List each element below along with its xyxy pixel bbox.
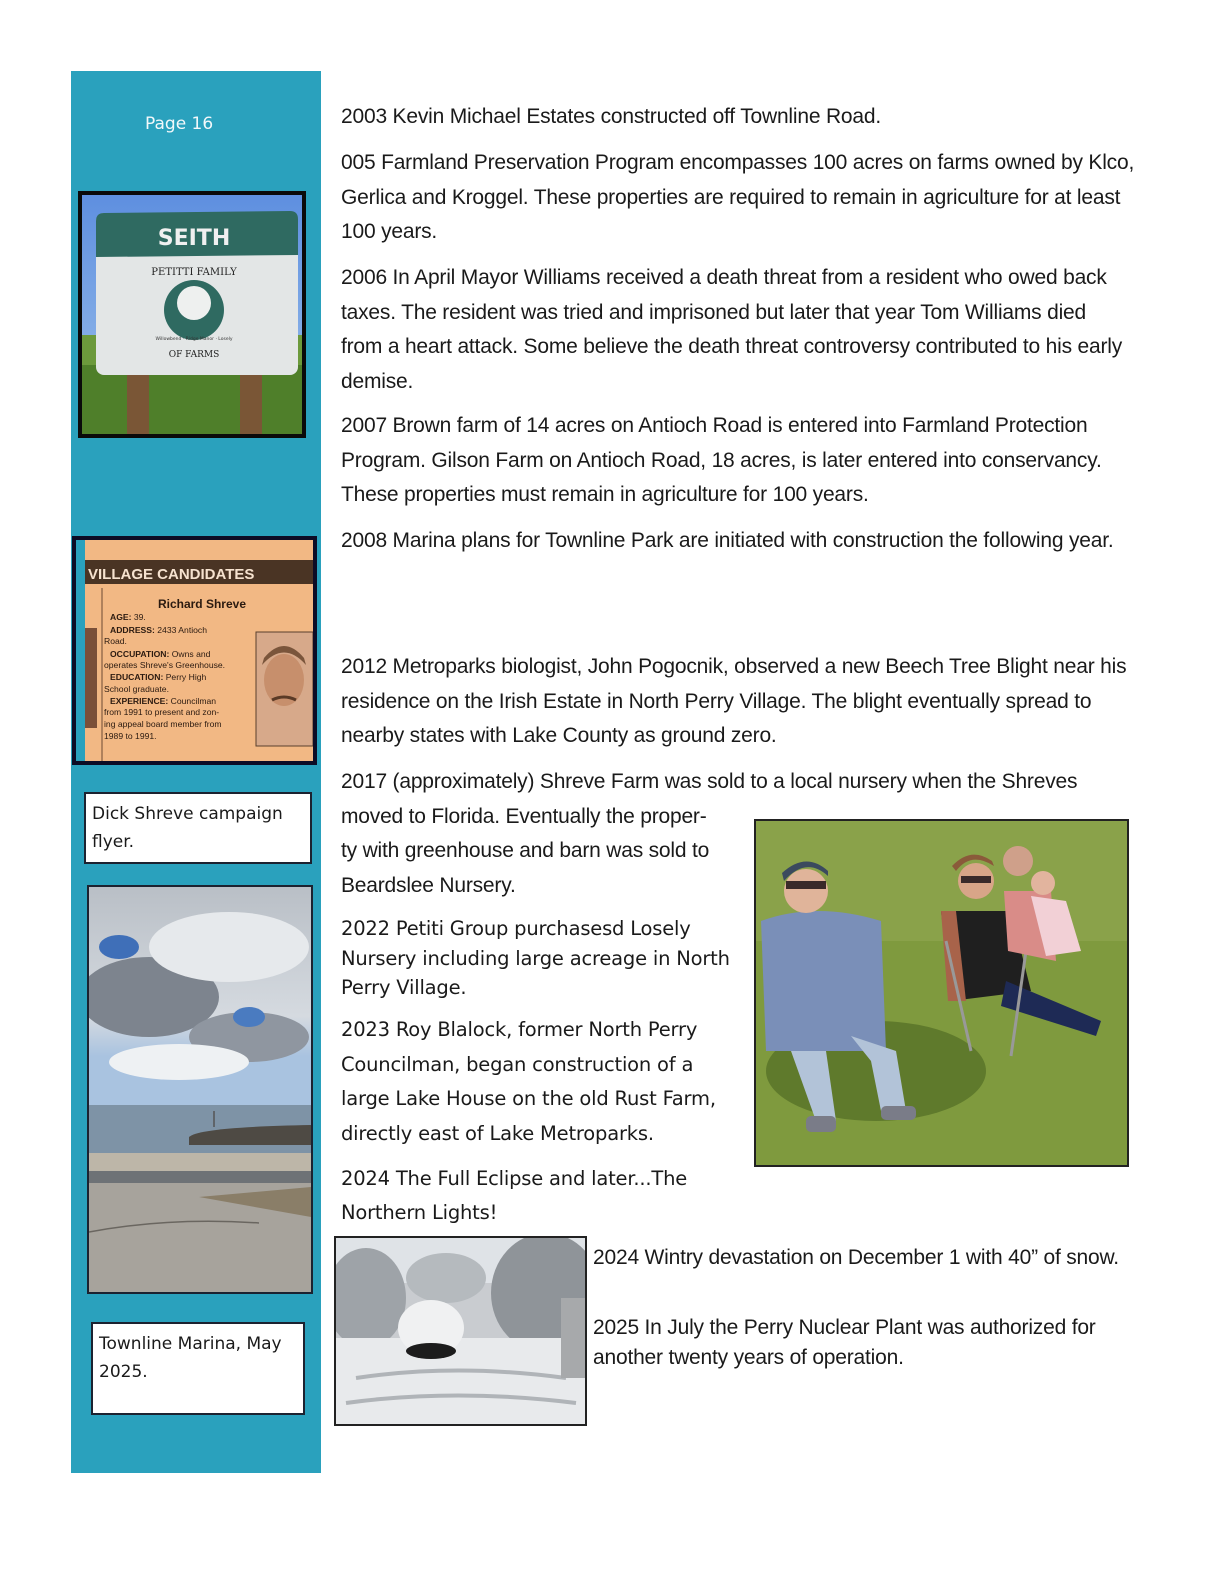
svg-text:School graduate.: School graduate. xyxy=(104,684,169,694)
flyer-caption-text: Dick Shreve campaign flyer. xyxy=(92,804,283,852)
svg-text:ADDRESS: 2433 Antioch: ADDRESS: 2433 Antioch xyxy=(110,625,207,635)
svg-text:ing appeal board member from: ing appeal board member from xyxy=(104,719,222,729)
townline-marina-photo xyxy=(87,885,313,1294)
entry-2008: 2008 Marina plans for Townline Park are initiated with construction the following year. xyxy=(341,529,1114,552)
entry-2017-line-2: moved to Florida. Eventually the proper- xyxy=(341,804,707,828)
campaign-flyer-photo xyxy=(72,536,317,765)
marina-caption xyxy=(91,1322,305,1415)
entry-2007: 2007 Brown farm of 14 acres on Antioch Road is entered into Farmland Protection Program. Gilson Farm on Antioch Road, 18 acres, is later entered into conservancy. These properties must remain in agriculture for 100 years. xyxy=(341,414,1102,506)
entry-2006: 2006 In April Mayor Williams received a death threat from a resident who owed back taxes. The resident was tried and imprisoned but later that year Tom Williams died from a heart attack. Some believe the death threat controversy contributed to his early demise. xyxy=(341,266,1123,393)
entry-2005: 005 Farmland Preservation Program encompasses 100 acres on farms owned by Klco, Gerlica and Kroggel. These properties are required to remain in agriculture for at least 100 years. xyxy=(341,151,1135,243)
sign-logo-bottom: OF FARMS xyxy=(168,350,220,360)
svg-text:EXPERIENCE: Councilman: EXPERIENCE: Councilman xyxy=(110,696,217,706)
entry-2017-line-4: Beardslee Nursery. xyxy=(341,873,516,897)
sign-logo-middle: Willowbend · Ridge Manor · Losely xyxy=(155,337,233,342)
entry-2022: 2022 Petiti Group purchasesd Losely Nursery including large acreage in North Perry Village. xyxy=(341,917,730,999)
svg-text:1989 to 1991.: 1989 to 1991. xyxy=(104,731,157,741)
entry-2025: 2025 In July the Perry Nuclear Plant was authorized for another twenty years of operation. xyxy=(593,1316,1096,1369)
svg-text:EDUCATION: Perry High: EDUCATION: Perry High xyxy=(110,672,207,682)
svg-text:AGE: 39.: AGE: 39. xyxy=(110,612,146,622)
entry-2017-line-3: ty with greenhouse and barn was sold to xyxy=(341,839,710,862)
svg-text:from 1991 to present and zon-: from 1991 to present and zon- xyxy=(104,707,220,717)
sign-logo-top: PETITTI FAMILY xyxy=(151,267,237,278)
entry-2012: 2012 Metroparks biologist, John Pogocnik, observed a new Beech Tree Blight near his residence on the Irish Estate in North Perry Village. The blight eventually spread to nearby states with Lake County as ground zero. xyxy=(341,655,1127,747)
flyer-name: Richard Shreve xyxy=(157,597,246,611)
svg-text:Road.: Road. xyxy=(104,636,127,646)
marina-caption-text: Townline Marina, May 2025. xyxy=(99,1334,282,1382)
flyer-headline: VILLAGE CANDIDATES xyxy=(88,566,255,583)
entry-2017-line-1: 2017 (approximately) Shreve Farm was sold to a local nursery when the Shreves xyxy=(341,770,1078,793)
snowstorm-photo xyxy=(334,1236,587,1426)
eclipse-family-photo xyxy=(754,819,1129,1167)
entry-2003: 2003 Kevin Michael Estates constructed off Townline Road. xyxy=(341,105,881,128)
entry-2024-eclipse: 2024 The Full Eclipse and later...The Northern Lights! xyxy=(341,1167,688,1224)
page-number: Page 16 xyxy=(145,114,214,134)
svg-text:OCCUPATION: Owns and: OCCUPATION: Owns and xyxy=(110,649,211,659)
svg-text:operates Shreve's Greenhouse.: operates Shreve's Greenhouse. xyxy=(104,660,226,670)
farm-sign-photo xyxy=(78,191,306,438)
sign-header-text: SEITH xyxy=(157,226,231,251)
entry-2023: 2023 Roy Blalock, former North Perry Councilman, began construction of a large Lake House on the old Rust Farm, directly east of Lake Metroparks. xyxy=(341,1018,716,1145)
flyer-caption xyxy=(84,792,312,864)
entry-2024-snow: 2024 Wintry devastation on December 1 with 40” of snow. xyxy=(593,1246,1119,1269)
